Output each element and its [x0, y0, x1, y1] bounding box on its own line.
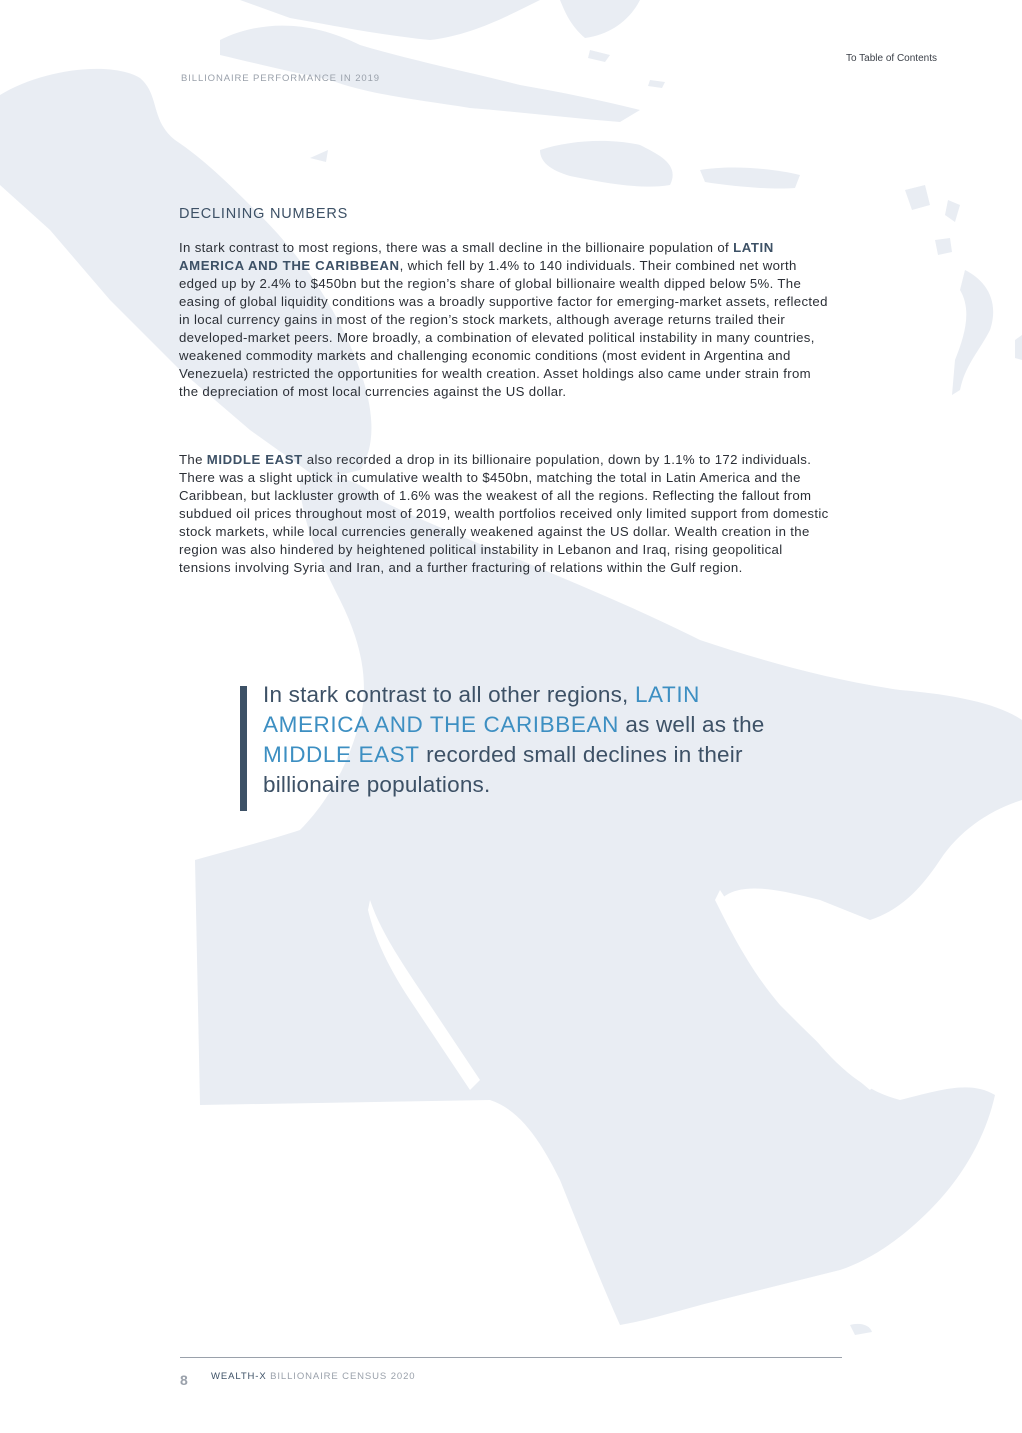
footer-publication: BILLIONAIRE CENSUS 2020 — [266, 1371, 416, 1382]
quote-highlight: MIDDLE EAST — [263, 742, 420, 767]
pull-quote-bar — [240, 686, 247, 811]
paragraph-middle-east — [179, 451, 834, 577]
paragraph-text: The — [179, 452, 207, 467]
paragraph-text: also recorded a drop in its billionaire population, down by 1.1% to 172 individuals. There was a slight uptick in cumulative wealth to $450bn, matching the total in Latin America and the Caribbean, but lackluster growth of 1.6% was the weakest of all the regions. Reflecting the fallout from subdued oil prices throughout most of 2019, wealth portfolios received only limited support from domestic stock markets, while local currencies generally weakened against the US dollar. Wealth creation in the region was also hindered by heightened political instability in Lebanon and Iraq, rising geopolitical tensions involving Syria and Iran, and a further fracturing of relations within the Gulf region. — [179, 452, 829, 575]
running-header: BILLIONAIRE PERFORMANCE IN 2019 — [181, 73, 380, 84]
paragraph-latin-america — [179, 239, 834, 401]
pull-quote — [263, 680, 808, 800]
region-highlight: MIDDLE EAST — [206, 452, 303, 467]
footer-divider — [180, 1357, 842, 1358]
quote-text: as well as the — [618, 712, 765, 737]
section-heading: DECLINING NUMBERS — [179, 206, 349, 222]
paragraph-text: , which fell by 1.4% to 140 individuals. Their combined net worth edged up by 2.4% to $450bn but the region’s share of global billionaire wealth dipped below 5%. The easing of global liquidity conditions was a broadly supportive factor for emerging-market assets, reflected in local currency gains in most of the region’s stock markets, although average returns trailed their developed-market peers. More broadly, a combination of elevated political instability in many countries, weakened commodity markets and challenging economic conditions (most evident in Argentina and Venezuela) restricted the opportunities for wealth creation. Asset holdings also came under strain from the depreciation of most local currencies against the US dollar. — [179, 258, 828, 399]
footer-title — [211, 1371, 415, 1382]
quote-text: recorded small declines in their billionaire populations. — [263, 742, 743, 797]
footer-brand: WEALTH-X — [211, 1371, 267, 1382]
quote-text: In stark contrast to all other regions, — [263, 682, 635, 707]
page-number: 8 — [180, 1372, 188, 1388]
table-of-contents-link[interactable]: To Table of Contents — [846, 53, 937, 64]
region-highlight: LATIN AMERICA AND THE CARIBBEAN — [179, 240, 774, 273]
quote-highlight: LATIN AMERICA AND THE CARIBBEAN — [263, 682, 701, 737]
paragraph-text: In stark contrast to most regions, there was a small decline in the billionaire population of — [179, 240, 734, 255]
